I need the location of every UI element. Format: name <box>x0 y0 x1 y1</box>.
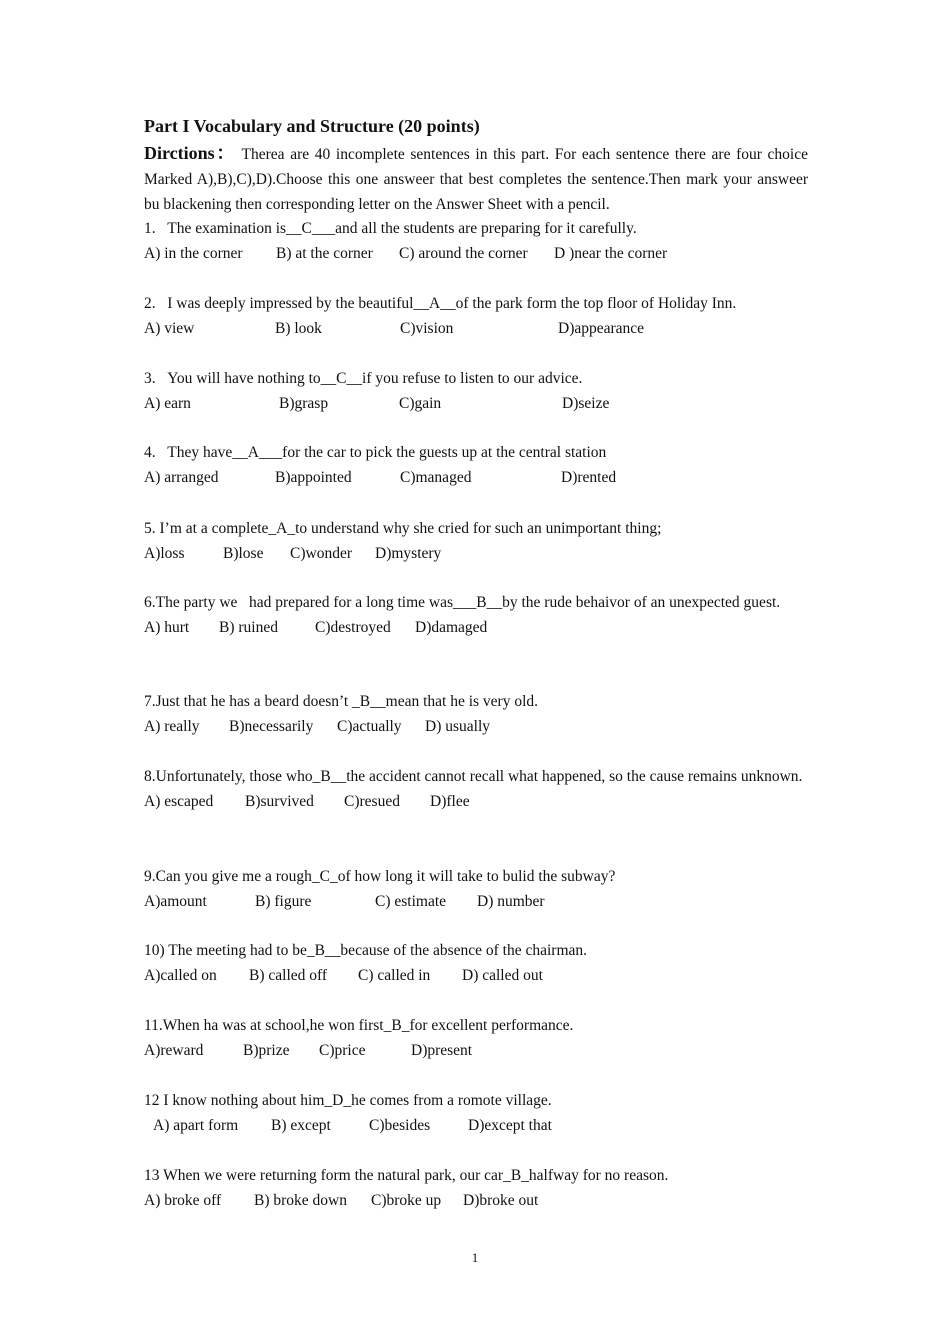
option-b: B) figure <box>255 893 312 910</box>
option-b: B)grasp <box>279 395 329 412</box>
option-b: B)necessarily <box>229 718 314 735</box>
option-b: B)appointed <box>275 469 352 486</box>
option-c: C)managed <box>400 469 472 486</box>
option-c: C)broke up <box>371 1192 442 1209</box>
answer-options <box>144 615 824 640</box>
option-c: C)gain <box>399 395 442 412</box>
question-6 <box>144 590 824 640</box>
question-5 <box>144 516 824 566</box>
question-4 <box>144 440 824 490</box>
answer-options <box>144 1113 824 1138</box>
question-7 <box>144 689 824 739</box>
option-a: A) escaped <box>144 793 214 810</box>
question-text: 13 When we were returning form the natural park, our car_B_halfway for no reason. <box>144 1167 669 1184</box>
answer-options <box>144 789 824 814</box>
option-b: B)prize <box>243 1042 290 1059</box>
question-text: 7.Just that he has a beard doesn’t _B__mean that he is very old. <box>144 693 539 710</box>
question-text: 6.The party we had prepared for a long time was___B__by the rude behaivor of an unexpected guest. <box>144 594 781 611</box>
question-10 <box>144 938 824 988</box>
option-c: C)wonder <box>290 545 352 562</box>
question-9 <box>144 864 824 914</box>
option-a: A)amount <box>144 893 207 910</box>
question-text: 2. I was deeply impressed by the beautiful__A__of the park form the top floor of Holiday Inn. <box>144 295 737 312</box>
option-a: A) view <box>144 320 195 337</box>
option-c: C)price <box>319 1042 366 1059</box>
option-d: D)flee <box>430 793 470 810</box>
option-a: A)called on <box>144 967 217 984</box>
question-1 <box>144 216 824 266</box>
answer-options <box>144 241 824 266</box>
option-a: A) broke off <box>144 1192 222 1209</box>
option-d: D) called out <box>462 967 543 984</box>
option-d: D )near the corner <box>554 245 668 262</box>
question-12 <box>144 1088 824 1138</box>
answer-options <box>144 1038 824 1063</box>
option-b: B)lose <box>223 545 264 562</box>
option-a: A) hurt <box>144 619 190 636</box>
option-c: C)vision <box>400 320 454 337</box>
option-b: B) called off <box>249 967 328 984</box>
question-text: 9.Can you give me a rough_C_of how long it will take to bulid the subway? <box>144 868 616 885</box>
option-d: D)rented <box>561 469 617 486</box>
option-c: C) called in <box>358 967 431 984</box>
option-a: A) apart form <box>153 1117 239 1134</box>
option-c: C)resued <box>344 793 400 810</box>
question-text: 8.Unfortunately, those who_B__the accident cannot recall what happened, so the cause remains unknown. <box>144 768 803 785</box>
answer-options <box>144 316 824 341</box>
option-b: B) look <box>275 320 322 337</box>
option-b: B) at the corner <box>276 245 373 262</box>
question-3 <box>144 366 824 416</box>
option-c: C)besides <box>369 1117 431 1134</box>
option-d: D) number <box>477 893 545 910</box>
question-text: 4. They have__A___for the car to pick the guests up at the central station <box>144 444 607 461</box>
option-c: C) around the corner <box>399 245 528 262</box>
option-d: D)broke out <box>463 1192 539 1209</box>
option-b: B) ruined <box>219 619 278 636</box>
question-text: 3. You will have nothing to__C__if you refuse to listen to our advice. <box>144 370 583 387</box>
directions-text: Therea are 40 incomplete sentences in this part. For each sentence there are four choice Marked A),B),C),D).Choose this one answeer that best completes the sentence.Then mark your answeer bu blackening then corresponding letter on the Answer Sheet with a pencil. <box>144 146 808 213</box>
question-text: 11.When ha was at school,he won first_B_for excellent performance. <box>144 1017 574 1034</box>
answer-options <box>144 541 824 566</box>
option-d: D)seize <box>562 395 610 412</box>
question-2 <box>144 291 824 341</box>
option-b: B)survived <box>245 793 314 810</box>
option-d: D)damaged <box>415 619 488 636</box>
question-8 <box>144 764 824 814</box>
option-c: C) estimate <box>375 893 447 910</box>
question-text: 5. I’m at a complete_A_to understand why she cried for such an unimportant thing; <box>144 520 662 537</box>
answer-options <box>144 714 824 739</box>
directions-label: Dirctions： <box>144 143 237 163</box>
answer-options <box>144 889 824 914</box>
option-a: A) in the corner <box>144 245 243 262</box>
answer-options <box>144 963 824 988</box>
option-d: D) usually <box>425 718 491 735</box>
option-b: B) except <box>271 1117 331 1134</box>
answer-options <box>144 391 824 416</box>
option-b: B) broke down <box>254 1192 347 1209</box>
option-a: A) earn <box>144 395 191 412</box>
page-number: 1 <box>471 1250 479 1265</box>
option-a: A) arranged <box>144 469 219 486</box>
option-a: A)loss <box>144 545 185 562</box>
answer-options <box>144 465 824 490</box>
option-d: D)except that <box>468 1117 552 1134</box>
option-d: D)appearance <box>558 320 645 337</box>
question-text: 12 I know nothing about him_D_he comes from a romote village. <box>144 1092 552 1109</box>
option-c: C)actually <box>337 718 402 735</box>
option-d: D)mystery <box>375 545 442 562</box>
answer-options <box>144 1188 824 1213</box>
option-d: D)present <box>411 1042 473 1059</box>
option-a: A)reward <box>144 1042 204 1059</box>
option-c: C)destroyed <box>315 619 391 636</box>
question-11 <box>144 1013 824 1063</box>
section-title: Part I Vocabulary and Structure (20 points) <box>144 116 480 136</box>
question-13 <box>144 1163 824 1213</box>
question-text: 1. The examination is__C___and all the students are preparing for it carefully. <box>144 220 637 237</box>
option-a: A) really <box>144 718 200 735</box>
question-text: 10) The meeting had to be_B__because of the absence of the chairman. <box>144 942 588 959</box>
directions-paragraph <box>144 141 808 217</box>
